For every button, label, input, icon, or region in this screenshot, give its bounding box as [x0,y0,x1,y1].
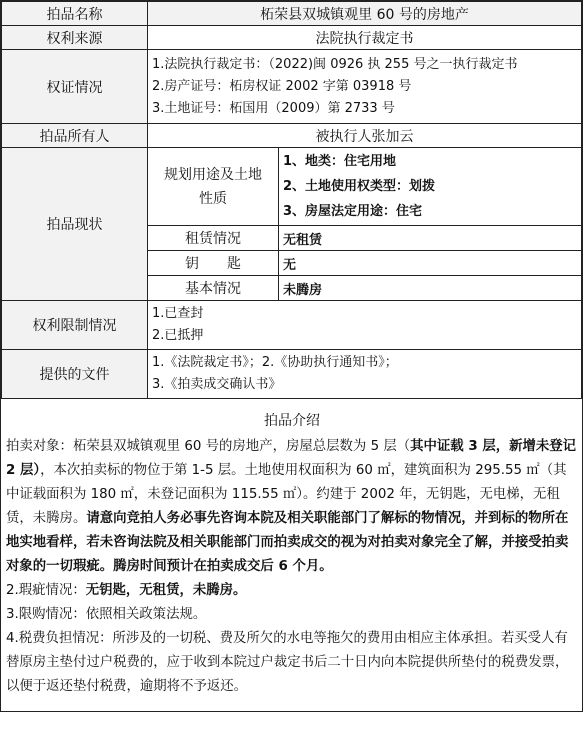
row-certificates [2,50,582,124]
row-item-name [2,2,582,26]
rights-source-label: 权利来源 [2,26,148,50]
certificates-label: 权证情况 [2,50,148,124]
planning-line: 2、土地使用权类型：划拨 [283,179,436,194]
owner-label: 拍品所有人 [2,124,148,148]
status-label: 拍品现状 [2,148,148,301]
document-line: 3.《拍卖成交确认书》 [152,377,282,392]
planning-line: 1、地类：住宅用地 [283,154,397,169]
row-owner [2,124,582,148]
rental-label: 租赁情况 [148,226,279,251]
planning-label: 规划用途及土地性质 [148,148,279,226]
item-name-label: 拍品名称 [2,2,148,26]
intro-area-text: ，本次拍卖标的物位于第 1-5 层。土地使用权面积为 60 ㎡，建筑面积为 295.55 ㎡（其中证载面积为 180 ㎡，未登记面积为 115.55 ㎡）。约建于 2002 年，无钥匙，无电梯，无租赁，未腾房。 [6,463,567,526]
defects-label: 2.瑕疵情况： [6,583,86,598]
item-introduction [1,399,582,711]
intro-paragraph-3: 3.限购情况：依照相关政策法规。 [6,607,207,622]
item-name-value: 柘荣县双城镇观里 60 号的房地产 [148,2,582,26]
certificate-line: 1.法院执行裁定书：（2022)闽 0926 执 255 号之一执行裁定书 [152,56,518,72]
intro-paragraph-4: 4.税费负担情况：所涉及的一切税、费及所欠的水电等拖欠的费用由相应主体承担。若买受人有替原房主垫付过户税费的，应于收到本院过户裁定书后二十日内向本院提供所垫付的税费发票，以便于返还垫付税费，逾期将不予返还。 [6,631,569,694]
intro-floors-note: 其中证载 3 层，新增未登记 2 层） [6,439,577,478]
restriction-line: 2.已抵押 [152,328,204,343]
intro-paragraph-2 [6,579,578,603]
rental-value: 无租赁 [279,226,582,251]
restrictions-list [148,301,582,350]
row-rights-source [2,26,582,50]
certificates-list [148,50,582,124]
introduction-title: 拍品介绍 [264,413,320,429]
keys-label: 钥 匙 [148,251,279,276]
document-line: 1.《法院裁定书》；2.《协助执行通知书》； [152,355,398,370]
defects-value: 无钥匙，无租赁，未腾房。 [85,583,247,598]
intro-paragraph-1 [6,435,578,579]
restrictions-label: 权利限制情况 [2,301,148,350]
basic-value: 未腾房 [279,276,582,301]
certificate-line: 3.土地证号：柘国用（2009）第 2733 号 [152,100,395,116]
documents-label: 提供的文件 [2,350,148,399]
row-status-planning [2,148,582,226]
rights-source-value: 法院执行裁定书 [148,26,582,50]
row-documents [2,350,582,399]
certificate-line: 2.房产证号：柘房权证 2002 字第 03918 号 [152,78,412,94]
keys-value: 无 [279,251,582,276]
intro-notice-text: 请意向竞拍人务必事先咨询本院及相关职能部门了解标的物情况，并到标的物所在地实地看样，若未咨询法院及相关职能部门而拍卖成交的视为对拍卖对象完全了解，并接受拍卖对象的一切瑕疵。腾房时间预计在拍卖成交后 6 个月。 [6,511,569,574]
intro-object-text: 拍卖对象：柘荣县双城镇观里 60 号的房地产，房屋总层数为 5 层（ [6,439,411,454]
planning-list [279,148,582,226]
planning-line: 3、房屋法定用途：住宅 [283,204,423,219]
restriction-line: 1.已查封 [152,306,204,321]
documents-list [148,350,582,399]
owner-value: 被执行人张加云 [148,124,582,148]
basic-label: 基本情况 [148,276,279,301]
row-restrictions [2,301,582,350]
auction-info-table [1,1,582,399]
